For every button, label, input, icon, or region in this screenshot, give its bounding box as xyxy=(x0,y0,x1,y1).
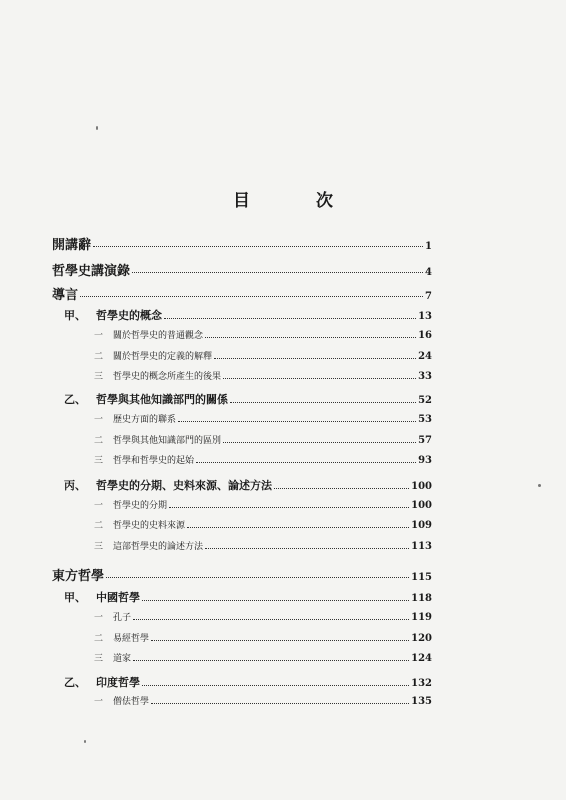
toc-subentry[interactable] xyxy=(94,498,432,511)
toc-subentry-page: 24 xyxy=(418,351,432,362)
leader-dots xyxy=(133,660,409,661)
toc-entry-label: 開講辭 xyxy=(52,238,92,253)
toc-subentry-number: 二 xyxy=(94,634,104,644)
toc-subentry-label: 易經哲學 xyxy=(113,634,150,644)
toc-section-label: 中國哲學 xyxy=(96,591,140,604)
leader-dots xyxy=(133,619,409,620)
toc-subentry-label: 關於哲學史的普通觀念 xyxy=(113,331,204,341)
toc-subentry-number: 三 xyxy=(94,372,104,382)
leader-dots xyxy=(93,246,423,247)
toc-subentry[interactable] xyxy=(94,518,432,531)
toc-section-number: 乙、 xyxy=(64,393,86,406)
leader-dots xyxy=(223,378,416,379)
toc-subentry-label: 哲學史的分期 xyxy=(113,501,168,511)
scan-speck xyxy=(96,126,98,130)
toc-subentry[interactable] xyxy=(94,328,432,341)
toc-section-label: 哲學史的分期、史料來源、論述方法 xyxy=(96,479,272,492)
toc-subentry[interactable] xyxy=(94,433,432,446)
leader-dots xyxy=(205,337,416,338)
toc-subentry[interactable] xyxy=(94,453,432,466)
toc-subentry-number: 一 xyxy=(94,331,104,341)
toc-section-label: 印度哲學 xyxy=(96,676,140,689)
toc-subentry-number: 二 xyxy=(94,521,104,531)
toc-subentry-label: 孔子 xyxy=(113,613,132,623)
toc-subentry-number: 三 xyxy=(94,542,104,552)
toc-subentry-page: 120 xyxy=(411,633,432,644)
toc-subentry-page: 33 xyxy=(418,371,432,382)
toc-section[interactable] xyxy=(64,391,432,407)
toc-subentry-page: 100 xyxy=(411,500,432,511)
toc-section-page: 52 xyxy=(418,395,432,406)
toc-section-label: 哲學與其他知識部門的關係 xyxy=(96,393,228,406)
scan-speck xyxy=(84,740,86,743)
toc-section[interactable] xyxy=(64,477,432,493)
leader-dots xyxy=(223,442,416,443)
toc-entry-label: 東方哲學 xyxy=(52,569,105,584)
toc-entry[interactable] xyxy=(52,234,432,253)
toc-section[interactable] xyxy=(64,589,432,605)
leader-dots xyxy=(142,685,409,686)
toc-entry-label: 哲學史講演錄 xyxy=(52,264,131,279)
toc-subentry-number: 一 xyxy=(94,697,104,707)
toc-subentry-number: 一 xyxy=(94,501,104,511)
toc-subentry-label: 這部哲學史的論述方法 xyxy=(113,542,204,552)
toc-section[interactable] xyxy=(64,307,432,323)
leader-dots xyxy=(274,488,409,489)
toc-entry-page: 1 xyxy=(425,241,432,252)
toc-subentry-page: 119 xyxy=(411,612,432,623)
toc-subentry-label: 哲學與其他知識部門的區別 xyxy=(113,436,222,446)
leader-dots xyxy=(106,577,409,578)
toc-section-label: 哲學史的概念 xyxy=(96,309,162,322)
toc-subentry-number: 一 xyxy=(94,613,104,623)
scan-speck xyxy=(538,484,541,487)
toc-subentry-label: 道家 xyxy=(113,654,132,664)
toc-subentry[interactable] xyxy=(94,349,432,362)
toc-section[interactable] xyxy=(64,674,432,690)
toc-subentry-number: 三 xyxy=(94,456,104,466)
toc-entry[interactable] xyxy=(52,565,432,584)
toc-subentry-page: 16 xyxy=(418,330,432,341)
leader-dots xyxy=(132,272,423,273)
toc-subentry-page: 135 xyxy=(411,696,432,707)
toc-subentry-page: 113 xyxy=(411,541,432,552)
toc-subentry[interactable] xyxy=(94,631,432,644)
toc-entry-page: 7 xyxy=(425,291,432,302)
toc-subentry[interactable] xyxy=(94,610,432,623)
toc-subentry-label: 哲學史的概念所產生的後果 xyxy=(113,372,222,382)
leader-dots xyxy=(205,548,409,549)
toc-subentry-page: 57 xyxy=(418,435,432,446)
toc-section-page: 100 xyxy=(411,481,432,492)
toc-subentry[interactable] xyxy=(94,412,432,425)
toc-section-page: 13 xyxy=(418,311,432,322)
leader-dots xyxy=(142,600,409,601)
toc-section-number: 甲、 xyxy=(64,309,86,322)
page-title: 目 次 xyxy=(233,191,363,211)
leader-dots xyxy=(151,703,409,704)
leader-dots xyxy=(80,296,423,297)
leader-dots xyxy=(214,358,416,359)
toc-subentry-label: 哲學史的史料來源 xyxy=(113,521,186,531)
leader-dots xyxy=(230,402,416,403)
toc-subentry-label: 哲學和哲學史的起始 xyxy=(113,456,195,466)
toc-section-page: 118 xyxy=(411,593,432,604)
toc-subentry-number: 二 xyxy=(94,352,104,362)
toc-subentry-page: 93 xyxy=(418,455,432,466)
toc-subentry[interactable] xyxy=(94,651,432,664)
leader-dots xyxy=(151,640,409,641)
toc-entry-page: 115 xyxy=(411,572,432,583)
toc-entry-page: 4 xyxy=(425,267,432,278)
toc-section-number: 甲、 xyxy=(64,591,86,604)
toc-subentry-number: 一 xyxy=(94,415,104,425)
toc-section-number: 丙、 xyxy=(64,479,86,492)
toc-entry[interactable] xyxy=(52,284,432,303)
toc-subentry-page: 53 xyxy=(418,414,432,425)
toc-entry-label: 導言 xyxy=(52,288,79,303)
toc-entry[interactable] xyxy=(52,260,432,279)
toc-subentry-number: 三 xyxy=(94,654,104,664)
toc-section-page: 132 xyxy=(411,678,432,689)
leader-dots xyxy=(178,421,416,422)
toc-subentry[interactable] xyxy=(94,694,432,707)
toc-subentry-label: 歷史方面的聯系 xyxy=(113,415,177,425)
leader-dots xyxy=(187,527,409,528)
toc-subentry[interactable] xyxy=(94,539,432,552)
leader-dots xyxy=(196,462,416,463)
leader-dots xyxy=(169,507,409,508)
toc-section-number: 乙、 xyxy=(64,676,86,689)
toc-subentry-label: 關於哲學史的定義的解釋 xyxy=(113,352,213,362)
toc-subentry-label: 僧佉哲學 xyxy=(113,697,150,707)
toc-subentry-page: 109 xyxy=(411,520,432,531)
leader-dots xyxy=(164,318,416,319)
toc-subentry[interactable] xyxy=(94,369,432,382)
toc-subentry-page: 124 xyxy=(411,653,432,664)
toc-subentry-number: 二 xyxy=(94,436,104,446)
